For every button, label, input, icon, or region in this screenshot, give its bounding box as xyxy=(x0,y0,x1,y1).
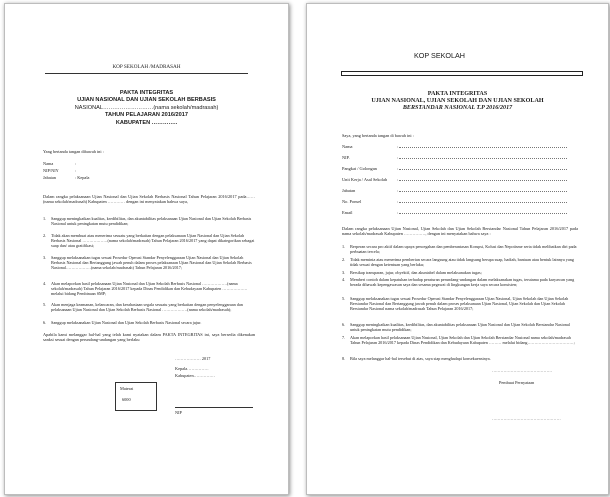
item-text: Berperan secara pro aktif dalam upaya pencegahan dan pemberantasan Korupsi, Kolusi dan Nepotisme serta tidak melibatkan diri pada perbuatan tercela; xyxy=(350,244,577,255)
item-text: Bersikap transparan, jujur, obyektif, dan akuntabel dalam melaksanakan tugas; xyxy=(350,270,482,275)
document-page-right xyxy=(306,3,609,495)
title-line: KABUPATEN ………….. xyxy=(115,119,178,126)
title-line: BERSTANDAR NASIONAL T.P 2016/2017 xyxy=(402,105,513,111)
list-item xyxy=(43,233,255,249)
closing-statement: Apabila kami melanggar hal-hal yang telah kami nyatakan dalam PAKTA INTEGRITAS ini, saya bersedia dikenakan sanksi sesuai dengan perundang-undangan yang berlaku xyxy=(43,332,255,343)
field-fill-line xyxy=(399,166,567,170)
materai-stamp-box xyxy=(115,382,157,411)
item-number: 4. xyxy=(43,281,47,286)
field-fill-line xyxy=(399,199,567,203)
field-value: : xyxy=(75,161,77,166)
intro-text: Yang bertanda tangan dibawah ini : xyxy=(43,149,104,154)
header-divider xyxy=(45,73,248,74)
field-label: NIP. xyxy=(342,155,350,160)
form-field: Unit Kerja / Asal Sekolah : xyxy=(342,177,567,182)
list-item xyxy=(342,335,578,345)
place-date: …………………………………… xyxy=(492,368,553,373)
item-text: Bila saya melanggar hal-hal tersebut di atas, saya siap menghadapi konsekuensinya. xyxy=(350,356,491,361)
signature-line: ………………………………………… xyxy=(492,416,561,421)
document-title-block xyxy=(307,91,608,112)
form-field: Jabatan : xyxy=(342,188,567,193)
form-field: NIP. : xyxy=(342,155,567,160)
field-label: Jabatan xyxy=(342,188,356,193)
list-item xyxy=(342,277,578,287)
list-item xyxy=(342,257,578,267)
field-label: Jabatan xyxy=(43,175,56,180)
list-item xyxy=(342,244,578,254)
item-number: 3. xyxy=(43,255,47,260)
form-field: No. Ponsel : xyxy=(342,199,567,204)
item-number: 6. xyxy=(342,322,346,327)
field-fill-line xyxy=(399,155,567,159)
field-label: Unit Kerja / Asal Sekolah xyxy=(342,177,388,182)
title-line: NASIONAL………………………(nama sekolah/madrasah) xyxy=(74,104,219,111)
item-number: 6. xyxy=(43,320,47,325)
item-text: Memberi contoh dalam kepatuhan terhadap peraturan perundang-undangan dalam melaksanakan tugas, terutama pada karyawan yang berada dibawah kepengawasan saya dan sesama pegawai di lingkungan kerja saya secara konsisten; xyxy=(350,277,575,288)
list-item xyxy=(43,320,255,325)
field-label: Pangkat / Golongan xyxy=(342,166,377,171)
item-number: 1. xyxy=(342,244,346,249)
list-item xyxy=(43,281,255,297)
title-line: PAKTA INTEGRITAS xyxy=(119,90,174,96)
title-line: UJIAN NASIONAL, UJIAN SEKOLAH DAN UJIAN SEKOLAH xyxy=(371,98,544,104)
item-text: Akan melaporkan hasil pelaksanaan Ujian Nasional dan Ujian Sekolah Berbasis Nasional ………………(nama sekolah/madrasah) Tahun Pelajaran 2016/2017 kepada Dinas Pendidikan dan Kebudayaan Kabupaten ……………… melalui bidang Pembinaan SMP; xyxy=(51,281,248,297)
list-item xyxy=(43,255,255,271)
item-text: Akan menjaga keamanan, kelancaran, dan kerahasiaan segala sesuatu yang berkaitan dengan penyelenggaraan dan pelaksanaan Ujian Nasional dan Ujian Sekolah Berbasis Nasional ………………(nama sekolah/madrasah); xyxy=(51,302,243,313)
paragraph-intro: Dalam rangka pelaksanaan Ujian Nasional, Ujian Sekolah dan Ujian Sekolah Berstandar Nasional Tahun Pelajaran 2016/2017 pada nama sekolah/madrasah Kabupaten ……………, dengan ini menyatakan bahwa saya : xyxy=(342,226,578,237)
paragraph-intro: Dalam rangka pelaksanaan Ujian Nasional dan Ujian Sekolah Berbasis Nasional Tahun Pelajaran 2016/2017 pada……(nama sekolah/madrasah) Kabupaten ………… dengan ini menyatakan bahwa saya, xyxy=(43,194,255,205)
item-number: 1. xyxy=(43,216,47,221)
item-text: Sanggup melaksanakan tugas sesuai Prosedur Operasi Standar Penyelenggaraan Ujian Nasional, Ujian Sekolah dan Ujian Sekolah Berstandar Nasional dan Bertanggung jawab penuh dalam proses pelaksanaan Ujian Nasional, Ujian Sekolah dan Ujian Sekolah Berstandar Nasional nama sekolah/madrasah Tahun Pelajaran 2016/2017; xyxy=(350,296,569,312)
document-page-left xyxy=(4,3,289,495)
field-fill-line xyxy=(399,210,567,214)
item-number: 4. xyxy=(342,277,346,282)
field-fill-line xyxy=(399,144,567,148)
item-text: Akan melaporkan hasil pelaksanaan Ujian Nasional, Ujian Sekolah dan Ujian Sekolah Berstandar Nasional nama sekolah/madrasah Tahun Pelajaran 2016/2017 kepada Dinas Pendidikan dan Kebudayaan Kabupaten ……… melalui bidang……………………………; xyxy=(350,335,575,346)
stamp-value: 6000 xyxy=(122,397,131,402)
kop-sekolah-header: KOP SEKOLAH xyxy=(414,51,466,60)
field-label: NIP/NIY xyxy=(43,168,59,173)
field-fill-line xyxy=(399,177,567,181)
form-field: Email : xyxy=(342,210,567,215)
item-text: Sanggup meningkatkan kualitas, kredibilitas, dan akuntabilitas pelaksanaan Ujian Nasional dan Ujian Sekolah Berstandar Nasional untuk peningkatan mutu pendidikan; xyxy=(350,322,570,333)
list-item xyxy=(43,302,255,312)
signer-regency: Kabupaten…………… xyxy=(175,373,216,378)
field-value: : Kepala xyxy=(75,175,90,180)
header-bar xyxy=(341,71,583,76)
kop-sekolah-header: KOP SEKOLAH /MADRASAH xyxy=(112,64,181,70)
item-number: 2. xyxy=(342,257,346,262)
field-value: : xyxy=(75,168,77,173)
nip-label: NIP xyxy=(175,410,182,415)
item-number: 5. xyxy=(43,302,47,307)
intro-text: Saya, yang bertanda tangan di bawah ini : xyxy=(342,133,414,138)
item-text: Tidak meminta atau menerima pemberian secara langsung atau tidak langsung berupa suap, hadiah, bantuan atau bentuk lainnya yang tidak sesuai dengan ketentuan yang berlaku; xyxy=(350,257,574,268)
field-row xyxy=(43,175,89,180)
field-label: Nama xyxy=(43,161,54,166)
form-field: Nama : xyxy=(342,144,567,149)
form-field: Pangkat / Golongan : xyxy=(342,166,567,171)
item-number: 5. xyxy=(342,296,346,301)
item-number: 8. xyxy=(342,356,346,361)
item-number: 7. xyxy=(342,335,346,340)
item-text: Tidak akan membuat atau menerima sesuatu yang berkaitan dengan pelaksanaan Ujian Nasional dan Ujian Sekolah Berbasis Nasional ………………(nama sekolah/madrasah) Tahun Pelajaran 2016/2017 yang dapat dikategorikan sebagai suap dan/ atau gratifikasi; xyxy=(51,233,255,249)
field-row xyxy=(43,168,76,173)
signer-title: Kepala…………… xyxy=(175,366,209,371)
list-item xyxy=(342,356,578,361)
stamp-label: Materai xyxy=(120,386,134,391)
item-number: 2. xyxy=(43,233,47,238)
field-label: No. Ponsel xyxy=(342,199,362,204)
signature-line xyxy=(175,407,253,408)
title-line: TAHUN PELAJARAN 2016/2017 xyxy=(105,112,188,119)
field-fill-line xyxy=(399,188,567,192)
field-label: Email xyxy=(342,210,353,215)
title-line: PAKTA INTEGRITAS xyxy=(427,91,488,97)
place-date: ……………… 2017 xyxy=(175,356,211,361)
item-number: 3. xyxy=(342,270,346,275)
item-text: Sanggup meningkatkan kualitas, kredibilitas, dan akuntabilitas pelaksanaan Ujian Nasional dan Ujian Sekolah Berbasis Nasional untuk peningkatan mutu pendidikan; xyxy=(51,216,252,227)
field-row xyxy=(43,161,76,166)
list-item xyxy=(342,322,578,332)
list-item xyxy=(342,296,578,312)
field-label: Nama xyxy=(342,144,353,149)
document-title-block xyxy=(5,90,288,127)
list-item xyxy=(43,216,255,226)
item-text: Sanggup melaksanakan Ujian Nasional dan Ujian Sekolah Berbasis Nasional secara jujur. xyxy=(51,320,202,325)
title-line: UJIAN NASIONAL DAN UJIAN SEKOLAH BERBASIS xyxy=(77,97,216,104)
item-text: Sanggup melaksanakan tugas sesuai Prosedur Operasi Standar Penyelenggaraan Ujian Nasional dan Ujian Sekolah Berbasis Nasional dan Bertanggung jawab penuh dalam proses pelaksanaan Ujian Nasional dan Ujian Sekolah Berbasis Nasional………………(nama sekolah/madrasah) Tahun Pelajaran 2016/2017; xyxy=(51,255,252,271)
list-item xyxy=(342,270,578,275)
signer-label: Pembuat Pernyataan xyxy=(499,380,535,385)
